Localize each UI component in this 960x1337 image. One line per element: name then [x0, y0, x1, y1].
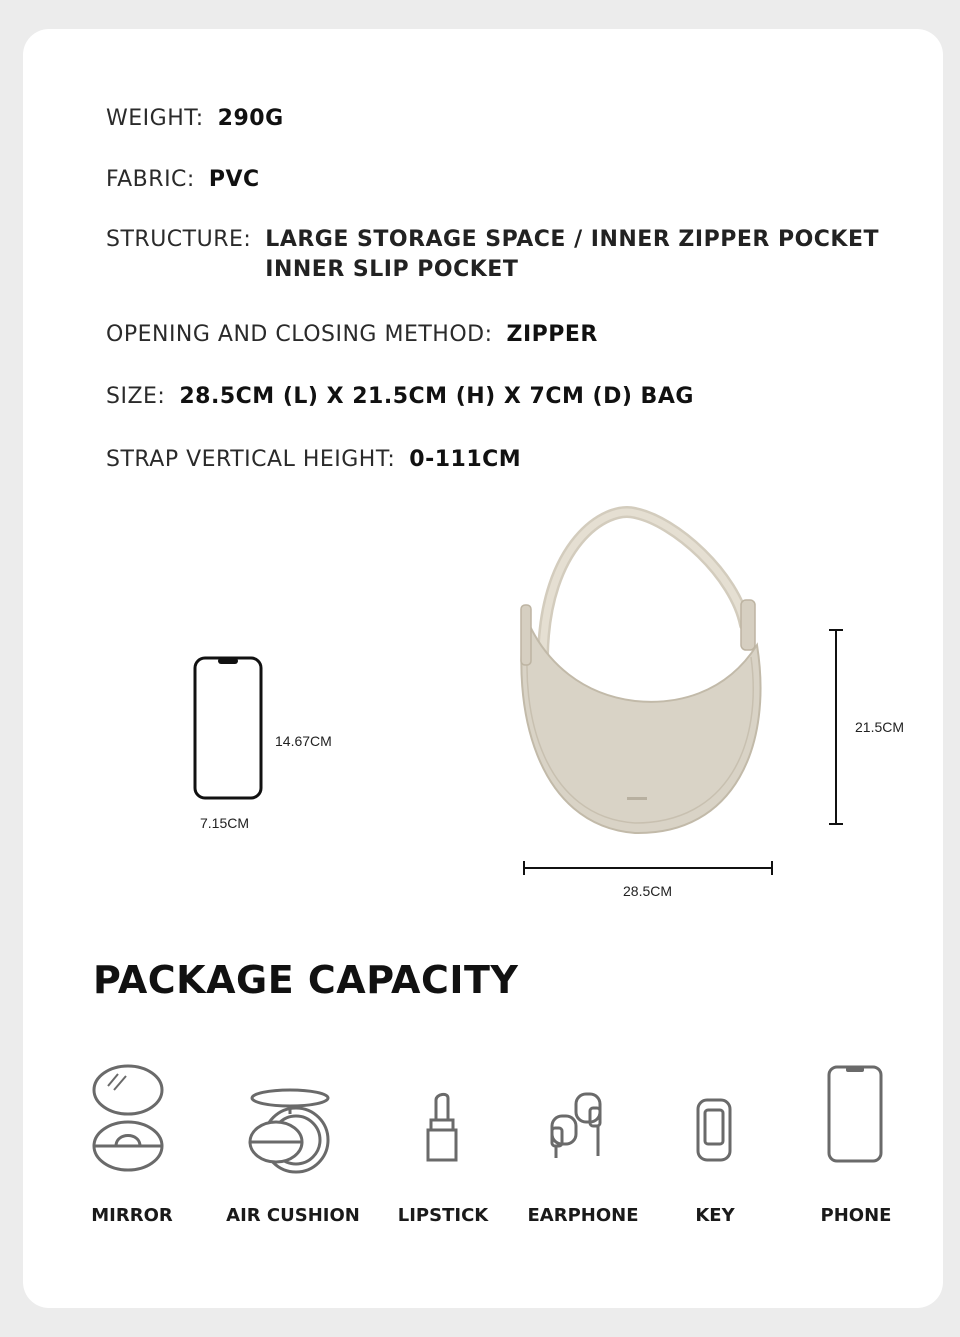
- bag-width-label: 28.5CM: [623, 883, 673, 899]
- phone-outline-icon: [190, 654, 266, 804]
- spec-strap: [106, 447, 521, 472]
- spec-opening: [106, 322, 598, 347]
- key-icon: [694, 1096, 734, 1164]
- spec-weight: [106, 106, 284, 131]
- bag-height-label: 21.5CM: [855, 719, 905, 735]
- phone-height-label: 14.67CM: [275, 733, 332, 749]
- spec-weight-value: 290G: [217, 106, 284, 131]
- bag-illustration: [505, 505, 785, 845]
- spec-structure-value-line2: INNER SLIP POCKET: [265, 257, 519, 282]
- bag-height-dimension-line: [826, 628, 846, 828]
- capacity-label-mirror: MIRROR: [91, 1205, 173, 1226]
- spec-strap-value: 0-111CM: [409, 447, 522, 472]
- spec-opening-value: ZIPPER: [506, 322, 598, 347]
- capacity-label-earphone: EARPHONE: [527, 1205, 639, 1226]
- spec-size: [106, 384, 694, 409]
- spec-fabric: [106, 167, 260, 192]
- spec-fabric-value: PVC: [208, 167, 260, 192]
- spec-size-label: SIZE:: [106, 384, 166, 409]
- mirror-icon: [88, 1062, 168, 1174]
- air-cushion-icon: [244, 1084, 336, 1176]
- package-capacity-heading: PACKAGE CAPACITY: [93, 958, 519, 1002]
- spec-fabric-label: FABRIC:: [106, 167, 195, 192]
- capacity-label-key: KEY: [695, 1205, 735, 1226]
- lipstick-icon: [420, 1090, 464, 1164]
- capacity-label-phone: PHONE: [820, 1205, 892, 1226]
- spec-structure-label: STRUCTURE:: [106, 227, 252, 252]
- capacity-label-lipstick: LIPSTICK: [397, 1205, 489, 1226]
- spec-weight-label: WEIGHT:: [106, 106, 204, 131]
- capacity-label-air-cushion: AIR CUSHION: [226, 1205, 360, 1226]
- phone-width-label: 7.15CM: [200, 815, 250, 831]
- spec-opening-label: OPENING AND CLOSING METHOD:: [106, 322, 493, 347]
- spec-structure: [106, 225, 879, 285]
- earphone-icon: [546, 1090, 610, 1162]
- spec-structure-value-line1: LARGE STORAGE SPACE / INNER ZIPPER POCKET: [265, 227, 880, 252]
- bag-width-dimension-line: [522, 858, 776, 878]
- spec-strap-label: STRAP VERTICAL HEIGHT:: [106, 447, 396, 472]
- spec-size-value: 28.5CM (L) X 21.5CM (H) X 7CM (D) BAG: [179, 384, 694, 409]
- phone-icon: [826, 1064, 884, 1164]
